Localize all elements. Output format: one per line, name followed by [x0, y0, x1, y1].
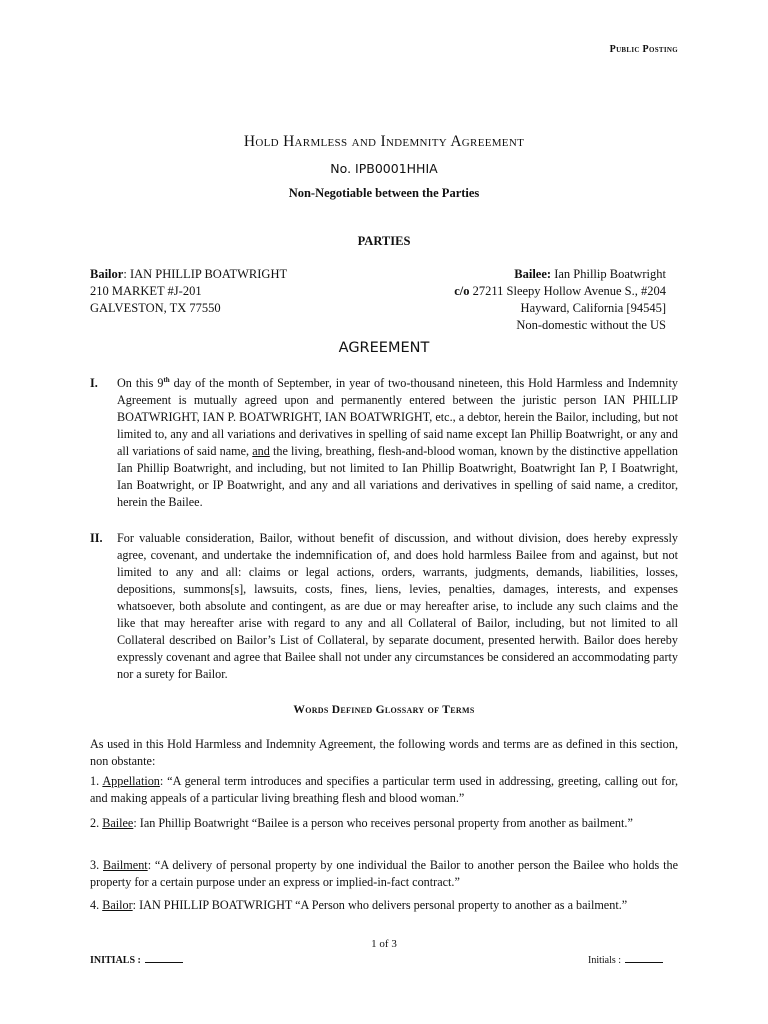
term-label: Appellation: [102, 774, 160, 788]
clause-2-text: For valuable consideration, Bailor, without benefit of discussion, and without division, does hereby expressly agree, covenant, and undertake the indemnification of, and does hold harmless Bailee from and against, but not limited to any and all: claims or legal actions, orders, warrants, judgments, demands, liabilities, losses, depositions, summons[s], lawsuits, costs, fines, liens, levies, penalties, damages, interests, and expenses whatsoever, both absolute and contingent, as are due or may hereafter arise, to include any such claims and the like that may hereafter arise with regard to any and all Collateral of Bailor, including, but not limited to all Collateral described on Bailor’s List of Collateral, by separate document, presented herwith. Bailor does hereby expressly covenant and agree that Bailee shall not under any circumstances be considered an accommodating party nor a surety for Bailor.: [117, 531, 678, 681]
bailor-name-line: [90, 266, 287, 283]
glossary-term-bailee: 2. Bailee: Ian Phillip Boatwright “Bailee is a person who receives personal property from another as bailment.”: [90, 816, 633, 830]
bailor-address-line-2: GALVESTON, TX 77550: [90, 301, 221, 315]
public-posting-label: Public Posting: [609, 44, 678, 55]
initials-right: Initials :: [588, 952, 663, 966]
bailor-block: [90, 266, 287, 317]
bailor-address-line-1: 210 MARKET #J-201: [90, 284, 202, 298]
page-number: 1 of 3: [371, 938, 397, 950]
bailor-name: : IAN PHILLIP BOATWRIGHT: [123, 267, 288, 281]
parties-heading: PARTIES: [357, 234, 411, 248]
bailee-address-line-3: Non-domestic without the US: [516, 318, 666, 332]
glossary-intro: As used in this Hold Harmless and Indemnity Agreement, the following words and terms are as defined in this section, non obstante:: [90, 737, 678, 768]
initials-left-blank[interactable]: [145, 952, 183, 963]
glossary-term-bailor: 4. Bailor: IAN PHILLIP BOATWRIGHT “A Person who delivers personal property to another as a bailment.”: [90, 898, 628, 912]
clause-2-number: II.: [90, 531, 103, 545]
document-number-value: IPB0001HHIA: [355, 161, 438, 176]
term-label: Bailment: [103, 858, 148, 872]
glossary-term-bailment: 3. Bailment: “A delivery of personal property by one individual the Bailor to another person the Bailee who holds the property for a certain purpose under an express or implied-in-fact contract.”: [90, 858, 679, 889]
bailee-address-line-2: Hayward, California [94545]: [520, 301, 666, 315]
initials-right-blank[interactable]: [625, 952, 663, 963]
bailor-label: Bailor: [90, 267, 124, 281]
clause-1-text: On this 9th day of the month of September, in year of two-thousand nineteen, this Hold Harmless and Indemnity Agreement is mutually agreed upon and permanently entered between the juristic person IAN PHILLIP BOATWRIGHT, IAN P. BOATWRIGHT, IAN BOATWRIGHT, etc., a debtor, herein the Bailor, including, but not limited to, any and all variations and derivatives in spelling of said name except Ian Phillip Boatwright, or any and all variations of said name, and the living, breathing, flesh-and-blood woman, known by the distinctive appellation Ian Phillip Boatwright, and including, but not limited to Ian Phillip Boatwright, Boatwright Ian P, I Boatwright, Ian Boatwright, or IP Boatwright, and any and all variations and derivatives in spelling of said name, a creditor, herein the Bailee.: [117, 375, 678, 509]
document-title: Hold Harmless and Indemnity Agreement: [243, 133, 525, 150]
bailee-name-line: [454, 266, 666, 283]
term-label: Bailee: [102, 816, 134, 830]
bailee-block: [454, 266, 666, 334]
term-label: Bailor: [102, 898, 133, 912]
glossary-term-appellation: 1. Appellation: “A general term introduces and specifies a particular term used in addressing, greeting, calling out for, and making appeals of a particular living breathing flesh and blood woman.”: [90, 774, 679, 805]
clause-1: [90, 375, 678, 511]
bailee-name: Ian Phillip Boatwright: [554, 267, 666, 281]
bailee-label: Bailee:: [514, 267, 552, 281]
clause-1-number: I.: [90, 376, 98, 390]
document-number: [0, 161, 768, 176]
bailee-co-label: c/o: [454, 284, 470, 298]
initials-left: INITIALS :: [90, 952, 183, 966]
document-number-prefix: No.: [330, 161, 352, 176]
bailee-address-line-1: [454, 283, 666, 300]
clause-2: [90, 530, 678, 683]
agreement-heading: AGREEMENT: [338, 340, 430, 356]
document-subtitle: Non-Negotiable between the Parties: [288, 186, 480, 200]
bailee-street: 27211 Sleepy Hollow Avenue S., #204: [472, 284, 666, 298]
glossary-heading: Words Defined Glossary of Terms: [293, 704, 475, 716]
